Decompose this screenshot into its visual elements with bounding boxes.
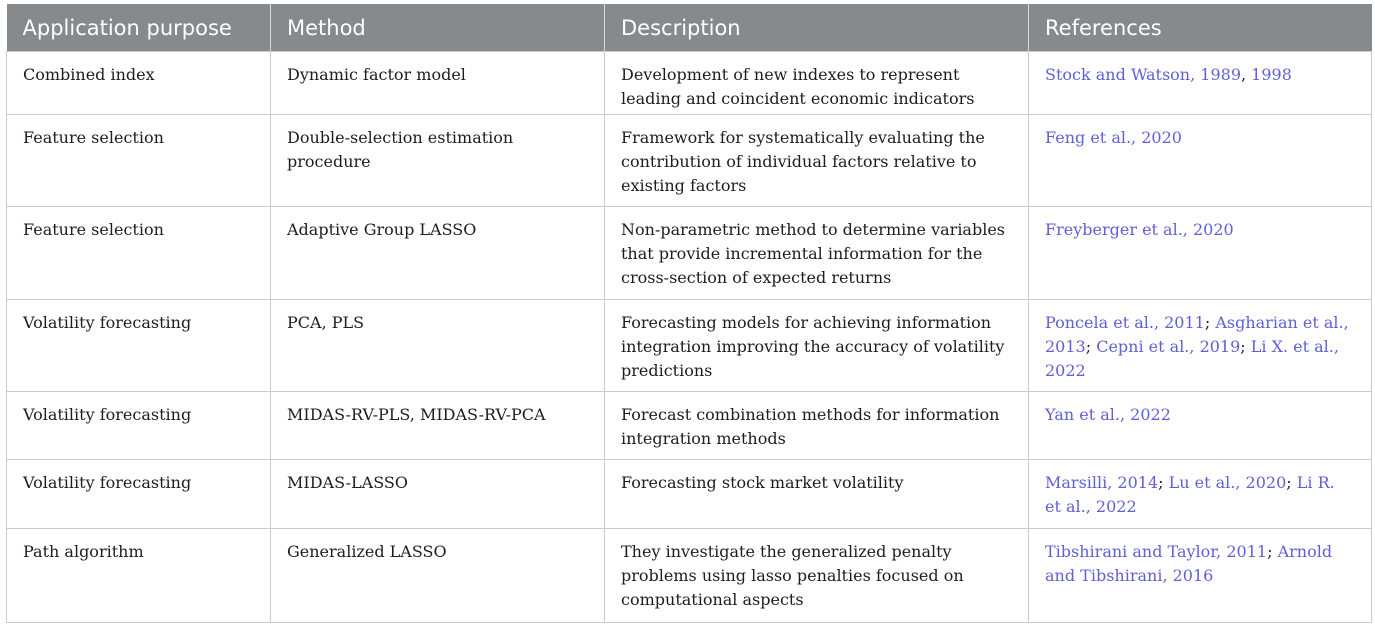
reference-link[interactable]: Stock and Watson, 1989 [1045, 65, 1241, 84]
reference-link[interactable]: Tibshirani and Taylor, 2011 [1045, 542, 1268, 561]
reference-link[interactable]: Feng et al., 2020 [1045, 128, 1182, 147]
cell-method: Dynamic factor model [271, 52, 605, 115]
cell-references [1029, 300, 1372, 392]
reference-separator: ; [1267, 542, 1278, 561]
table-row [7, 460, 1372, 529]
table-row [7, 115, 1372, 207]
table-header-row [7, 4, 1372, 52]
cell-method: Adaptive Group LASSO [271, 207, 605, 300]
reference-separator: ; [1240, 337, 1251, 356]
table-row [7, 207, 1372, 300]
cell-references [1029, 460, 1372, 529]
cell-description: Development of new indexes to represent leading and coincident economic indicators [605, 52, 1029, 115]
reference-link[interactable]: Arnold and Tibshirani, 2016 [1045, 542, 1333, 585]
cell-references [1029, 392, 1372, 460]
cell-references [1029, 115, 1372, 207]
cell-method: MIDAS-RV-PLS, MIDAS-RV-PCA [271, 392, 605, 460]
cell-purpose: Feature selection [7, 207, 271, 300]
cell-references [1029, 207, 1372, 300]
cell-purpose: Volatility forecasting [7, 300, 271, 392]
cell-purpose: Combined index [7, 52, 271, 115]
header-method: Method [271, 4, 605, 52]
reference-link[interactable]: Asgharian et al., 2013 [1045, 313, 1349, 356]
header-description: Description [605, 4, 1029, 52]
reference-link[interactable]: Li X. et al., 2022 [1045, 337, 1339, 380]
cell-purpose: Volatility forecasting [7, 460, 271, 529]
reference-link[interactable]: Cepni et al., 2019 [1096, 337, 1241, 356]
cell-description: Forecasting stock market volatility [605, 460, 1029, 529]
header-application-purpose: Application purpose [7, 4, 271, 52]
cell-method: MIDAS-LASSO [271, 460, 605, 529]
table-row [7, 392, 1372, 460]
reference-separator: ; [1158, 473, 1169, 492]
cell-references [1029, 52, 1372, 115]
cell-method: Double-selection estimation procedure [271, 115, 605, 207]
reference-link[interactable]: 1998 [1251, 65, 1292, 84]
reference-link[interactable]: Yan et al., 2022 [1045, 405, 1171, 424]
reference-link[interactable]: Poncela et al., 2011 [1045, 313, 1205, 332]
cell-method: PCA, PLS [271, 300, 605, 392]
cell-method: Generalized LASSO [271, 529, 605, 623]
table-row [7, 52, 1372, 115]
reference-separator: ; [1204, 313, 1216, 332]
reference-link[interactable]: Lu et al., 2020 [1168, 473, 1287, 492]
reference-separator: , [1241, 65, 1252, 84]
cell-purpose: Feature selection [7, 115, 271, 207]
reference-separator: ; [1286, 473, 1297, 492]
cell-description: They investigate the generalized penalty problems using lasso penalties focused on computational aspects [605, 529, 1029, 623]
cell-references [1029, 529, 1372, 623]
reference-link[interactable]: Li R. et al., 2022 [1045, 473, 1335, 516]
cell-purpose: Path algorithm [7, 529, 271, 623]
table-row [7, 529, 1372, 623]
cell-description: Forecasting models for achieving information integration improving the accuracy of volatility predictions [605, 300, 1029, 392]
reference-link[interactable]: Marsilli, 2014 [1045, 473, 1159, 492]
table-row [7, 300, 1372, 392]
reference-separator: ; [1085, 337, 1097, 356]
cell-description: Forecast combination methods for information integration methods [605, 392, 1029, 460]
cell-purpose: Volatility forecasting [7, 392, 271, 460]
methods-table [6, 4, 1372, 623]
cell-description: Framework for systematically evaluating the contribution of individual factors relative to existing factors [605, 115, 1029, 207]
cell-description: Non-parametric method to determine variables that provide incremental information for the cross-section of expected returns [605, 207, 1029, 300]
header-references: References [1029, 4, 1372, 52]
reference-link[interactable]: Freyberger et al., 2020 [1045, 220, 1234, 239]
